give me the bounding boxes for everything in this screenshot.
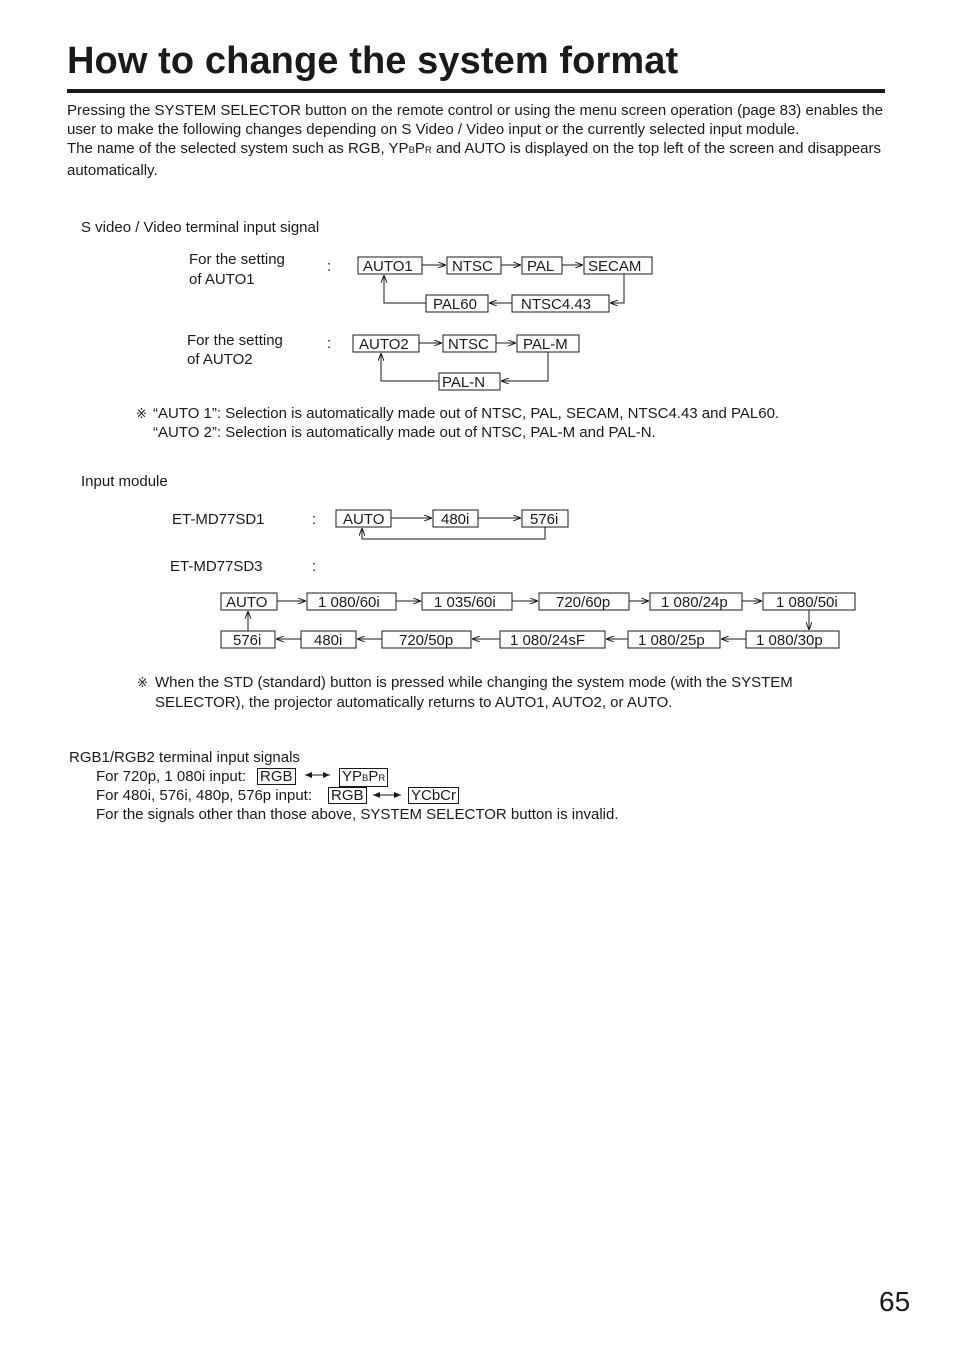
svg-text:AUTO1: AUTO1: [363, 258, 413, 275]
page-number: 65: [879, 1286, 911, 1317]
svg-text:480i: 480i: [314, 632, 343, 649]
flow-box-1080-25p: [628, 631, 720, 649]
rgb-line3: For the signals other than those above, SYSTEM SELECTOR button is invalid.: [96, 806, 619, 823]
flow-arrow: [384, 275, 426, 303]
rgb-line1-right: YPBPR: [339, 768, 388, 787]
flow-box-480i: [301, 631, 356, 649]
flow-box-pal: [522, 257, 562, 275]
flow-box-ntsc: [443, 335, 496, 353]
flow-box-720-60p: [539, 593, 629, 611]
svg-text:NTSC4.43: NTSC4.43: [521, 296, 592, 313]
svg-text:480i: 480i: [441, 511, 470, 528]
flow-box-pal-n: [439, 373, 500, 391]
module-note-line1: When the STD (standard) button is pressed while changing the system mode (with the SYSTEM: [155, 674, 793, 691]
svg-text:1 035/60i: 1 035/60i: [434, 594, 496, 611]
flow-box-auto: [336, 510, 391, 528]
auto1-label-line2: of AUTO1: [189, 271, 255, 288]
svideo-note-line2: “AUTO 2”: Selection is automatically made out of NTSC, PAL-M and PAL-N.: [153, 424, 656, 441]
intro-paragraph-1: Pressing the SYSTEM SELECTOR button on the remote control or using the menu screen operation (page 83) enables the user to make the following changes depending on S Video / Video input or the currently selected input module.: [67, 102, 884, 139]
rgb-heading: RGB1/RGB2 terminal input signals: [69, 749, 300, 766]
svg-text:NTSC: NTSC: [448, 336, 489, 353]
auto1-flow: [358, 257, 652, 313]
auto2-flow: [353, 335, 579, 391]
svg-text:AUTO2: AUTO2: [359, 336, 409, 353]
flow-box-1080-60i: [307, 593, 396, 611]
svg-text:1 080/60i: 1 080/60i: [318, 594, 380, 611]
flow-arrow: [362, 527, 545, 539]
svg-text:SECAM: SECAM: [588, 258, 642, 275]
flow-box-1080-50i: [763, 593, 855, 611]
auto2-colon: :: [327, 335, 332, 352]
svg-text:AUTO: AUTO: [343, 511, 385, 528]
svg-text:NTSC: NTSC: [452, 258, 493, 275]
flow-box-auto: [221, 593, 277, 611]
module-note-mark: ※: [137, 675, 148, 690]
flow-box-auto1: [358, 257, 422, 275]
auto1-colon: :: [327, 258, 332, 275]
rgb-line2-right: YCbCr: [408, 787, 459, 805]
sd1-colon: :: [312, 511, 317, 528]
svideo-note-mark: ※: [136, 406, 147, 421]
flow-box-1035-60i: [422, 593, 512, 611]
flow-arrow: [381, 353, 439, 381]
flow-box-576i: [522, 510, 568, 528]
svg-text:PAL: PAL: [527, 258, 555, 275]
svg-text:576i: 576i: [530, 511, 559, 528]
rgb-line2-label: For 480i, 576i, 480p, 576p input:: [96, 787, 312, 804]
flow-box-1080-30p: [746, 631, 839, 649]
flow-box-1080-24sf: [500, 631, 605, 649]
flow-box-1080-24p: [650, 593, 742, 611]
sd1-flow: [336, 510, 568, 539]
intro-paragraph-2: The name of the selected system such as RGB, YPBPR and AUTO is displayed on the top left of the screen and disappears automatically.: [67, 140, 881, 179]
svg-text:1 080/24p: 1 080/24p: [661, 594, 728, 611]
sd3-label: ET-MD77SD3: [170, 558, 263, 575]
svg-text:1 080/30p: 1 080/30p: [756, 632, 823, 649]
svg-text:1 080/50i: 1 080/50i: [776, 594, 838, 611]
rgb-line1-label: For 720p, 1 080i input:: [96, 768, 247, 785]
flow-box-480i: [433, 510, 478, 528]
auto2-label-line1: For the setting: [187, 332, 283, 349]
auto2-label-line2: of AUTO2: [187, 351, 253, 368]
svg-text:720/50p: 720/50p: [399, 632, 454, 649]
auto1-label-line1: For the setting: [189, 251, 285, 268]
module-note-line2: SELECTOR), the projector automatically returns to AUTO1, AUTO2, or AUTO.: [155, 694, 673, 711]
svg-text:PAL60: PAL60: [433, 296, 477, 313]
svg-text:1 080/25p: 1 080/25p: [638, 632, 705, 649]
module-heading: Input module: [81, 473, 168, 490]
rgb-line1-left: RGB: [257, 768, 296, 786]
svg-text:576i: 576i: [233, 632, 262, 649]
svideo-heading: S video / Video terminal input signal: [81, 219, 320, 236]
svg-text:720/60p: 720/60p: [556, 594, 611, 611]
flow-box-secam: [584, 257, 652, 275]
flow-box-pal60: [426, 295, 488, 313]
rgb-line2-left: RGB: [328, 787, 367, 805]
svg-text:AUTO: AUTO: [226, 594, 268, 611]
flow-box-pal-m: [517, 335, 579, 353]
svg-text:PAL-M: PAL-M: [523, 336, 568, 353]
svideo-note-line1: “AUTO 1”: Selection is automatically made out of NTSC, PAL, SECAM, NTSC4.43 and PAL60.: [153, 405, 780, 422]
flow-box-576i: [221, 631, 275, 649]
flow-arrow: [610, 274, 624, 303]
sd3-colon: :: [312, 558, 317, 575]
flow-box-720-50p: [382, 631, 471, 649]
flow-box-ntsc: [447, 257, 501, 275]
sd1-label: ET-MD77SD1: [172, 511, 265, 528]
flow-box-ntsc443: [512, 295, 609, 313]
sd3-flow: [221, 593, 855, 649]
flow-arrow: [501, 352, 548, 381]
svg-text:1 080/24sF: 1 080/24sF: [510, 632, 586, 649]
page-title: How to change the system format: [67, 40, 679, 82]
svg-text:PAL-N: PAL-N: [442, 374, 486, 391]
flow-box-auto2: [353, 335, 419, 353]
